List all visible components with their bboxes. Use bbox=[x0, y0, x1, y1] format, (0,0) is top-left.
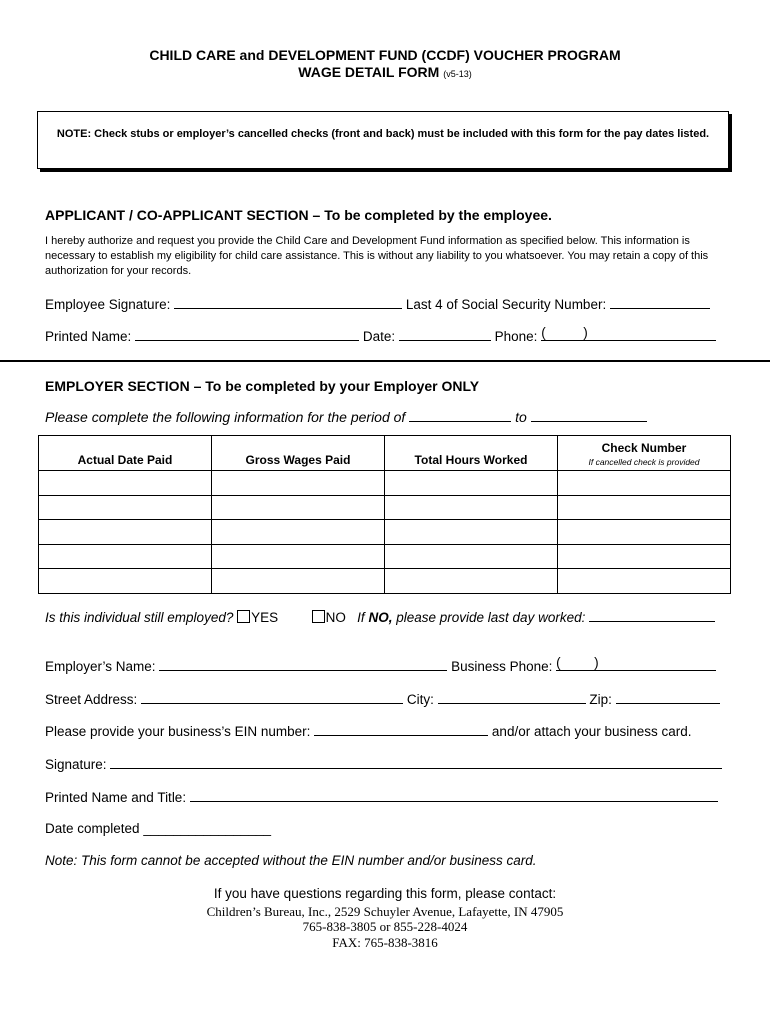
form-title: WAGE DETAIL FORM bbox=[298, 64, 440, 80]
business-phone-field[interactable] bbox=[556, 657, 716, 671]
col-check-number bbox=[558, 436, 731, 471]
table-cell[interactable] bbox=[212, 569, 385, 594]
employer-name-field[interactable] bbox=[159, 657, 447, 671]
printed-name-row bbox=[45, 327, 716, 344]
yes-label: YES bbox=[251, 610, 279, 625]
still-employed-row bbox=[45, 608, 715, 625]
business-phone-paren-close: ) bbox=[594, 655, 599, 670]
employer-section-heading: EMPLOYER SECTION – To be completed by your Employer ONLY bbox=[45, 378, 480, 394]
printed-name-title-field[interactable] bbox=[190, 788, 718, 802]
date-completed-row bbox=[45, 821, 271, 836]
contact-phone: 765-838-3805 or 855-228-4024 bbox=[302, 919, 468, 934]
table-row bbox=[39, 520, 731, 545]
period-to-label: to bbox=[515, 409, 527, 425]
employer-name-row bbox=[45, 657, 716, 674]
printed-name-title-label: Printed Name and Title: bbox=[45, 790, 187, 805]
last-day-field[interactable] bbox=[589, 608, 715, 622]
printed-name-title-row bbox=[45, 788, 718, 805]
employee-signature-field[interactable] bbox=[174, 295, 402, 309]
table-cell[interactable] bbox=[385, 569, 558, 594]
contact-intro: If you have questions regarding this form, please contact: bbox=[213, 886, 557, 901]
table-cell[interactable] bbox=[558, 544, 731, 569]
col-actual-date-paid: Actual Date Paid bbox=[39, 436, 212, 471]
table-cell[interactable] bbox=[385, 520, 558, 545]
date-completed-label: Date completed bbox=[45, 821, 140, 836]
yes-checkbox[interactable] bbox=[237, 610, 250, 623]
table-cell[interactable] bbox=[39, 569, 212, 594]
table-row bbox=[39, 544, 731, 569]
check-number-sub: If cancelled check is provided bbox=[588, 457, 700, 467]
ein-footnote: Note: This form cannot be accepted without the EIN number and/or business card. bbox=[45, 853, 537, 868]
table-cell[interactable] bbox=[39, 471, 212, 496]
date-field[interactable] bbox=[399, 327, 491, 341]
last-day-label: please provide last day worked: bbox=[396, 610, 586, 625]
authorization-text: I hereby authorize and request you provide the Child Care and Development Fund information as specified below. This information is necessary to establish my eligibility for child care assistance. This is without any liability to you whatsoever. You may retain a copy of this authorization for your records. bbox=[45, 235, 709, 277]
if-label: If bbox=[357, 610, 365, 625]
table-row bbox=[39, 569, 731, 594]
ein-field[interactable] bbox=[314, 722, 488, 736]
date-completed-field[interactable]: _________________ bbox=[143, 821, 271, 836]
date-label: Date: bbox=[362, 329, 396, 344]
table-cell[interactable] bbox=[558, 471, 731, 496]
note-text: NOTE: Check stubs or employer’s cancelled checks (front and back) must be included with this form for the pay dates listed. bbox=[56, 128, 710, 140]
ssn-label: Last 4 of Social Security Number: bbox=[405, 297, 607, 312]
table-row bbox=[39, 471, 731, 496]
employer-name-label: Employer’s Name: bbox=[45, 659, 156, 674]
city-label: City: bbox=[406, 692, 434, 707]
contact-address: Children’s Bureau, Inc., 2529 Schuyler Avenue, Lafayette, IN 47905 bbox=[206, 904, 564, 919]
contact-fax: FAX: 765-838-3816 bbox=[332, 935, 438, 950]
table-row bbox=[39, 495, 731, 520]
period-start-field[interactable] bbox=[409, 408, 511, 422]
table-cell[interactable] bbox=[558, 569, 731, 594]
table-cell[interactable] bbox=[212, 471, 385, 496]
table-cell[interactable] bbox=[385, 495, 558, 520]
printed-name-label: Printed Name: bbox=[45, 329, 132, 344]
form-title-line1: CHILD CARE and DEVELOPMENT FUND (CCDF) VOUCHER PROGRAM bbox=[149, 47, 621, 63]
signature-row bbox=[45, 755, 722, 772]
table-cell[interactable] bbox=[385, 471, 558, 496]
still-employed-question: Is this individual still employed? bbox=[45, 610, 234, 625]
city-field[interactable] bbox=[438, 690, 586, 704]
table-cell[interactable] bbox=[39, 520, 212, 545]
zip-label: Zip: bbox=[589, 692, 612, 707]
address-row bbox=[45, 690, 720, 707]
period-row bbox=[45, 408, 647, 425]
ein-row bbox=[45, 722, 692, 739]
period-end-field[interactable] bbox=[531, 408, 647, 422]
col-gross-wages-paid: Gross Wages Paid bbox=[212, 436, 385, 471]
table-cell[interactable] bbox=[212, 544, 385, 569]
col-total-hours-worked: Total Hours Worked bbox=[385, 436, 558, 471]
table-cell[interactable] bbox=[558, 520, 731, 545]
ssn-field[interactable] bbox=[610, 295, 710, 309]
zip-field[interactable] bbox=[616, 690, 720, 704]
phone-label: Phone: bbox=[494, 329, 538, 344]
form-title-line2 bbox=[0, 64, 770, 80]
business-phone-label: Business Phone: bbox=[451, 659, 553, 674]
if-no-label: NO, bbox=[368, 610, 393, 625]
period-label: Please complete the following information for the period of bbox=[45, 409, 406, 425]
street-address-label: Street Address: bbox=[45, 692, 138, 707]
no-label: NO bbox=[325, 610, 346, 625]
table-cell[interactable] bbox=[212, 495, 385, 520]
table-cell[interactable] bbox=[385, 544, 558, 569]
table-cell[interactable] bbox=[558, 495, 731, 520]
wage-table-header bbox=[39, 436, 731, 471]
street-address-field[interactable] bbox=[141, 690, 403, 704]
note-box bbox=[37, 111, 729, 169]
table-cell[interactable] bbox=[39, 544, 212, 569]
table-cell[interactable] bbox=[212, 520, 385, 545]
ein-suffix: and/or attach your business card. bbox=[491, 724, 692, 739]
form-version: (v5-13) bbox=[443, 69, 472, 79]
phone-paren-close: ) bbox=[583, 325, 588, 340]
employee-signature-row bbox=[45, 295, 710, 312]
employee-signature-label: Employee Signature: bbox=[45, 297, 171, 312]
business-phone-paren-open: ( bbox=[556, 655, 561, 670]
table-cell[interactable] bbox=[39, 495, 212, 520]
phone-field[interactable] bbox=[541, 327, 716, 341]
phone-paren-open: ( bbox=[541, 325, 546, 340]
check-number-label: Check Number bbox=[601, 441, 687, 455]
signature-field[interactable] bbox=[110, 755, 722, 769]
section-divider bbox=[0, 360, 770, 362]
printed-name-field[interactable] bbox=[135, 327, 359, 341]
applicant-section-heading: APPLICANT / CO-APPLICANT SECTION – To be completed by the employee. bbox=[45, 207, 552, 223]
no-checkbox[interactable] bbox=[312, 610, 325, 623]
wage-table bbox=[38, 435, 731, 594]
signature-label: Signature: bbox=[45, 757, 107, 772]
ein-label: Please provide your business’s EIN number: bbox=[45, 724, 311, 739]
